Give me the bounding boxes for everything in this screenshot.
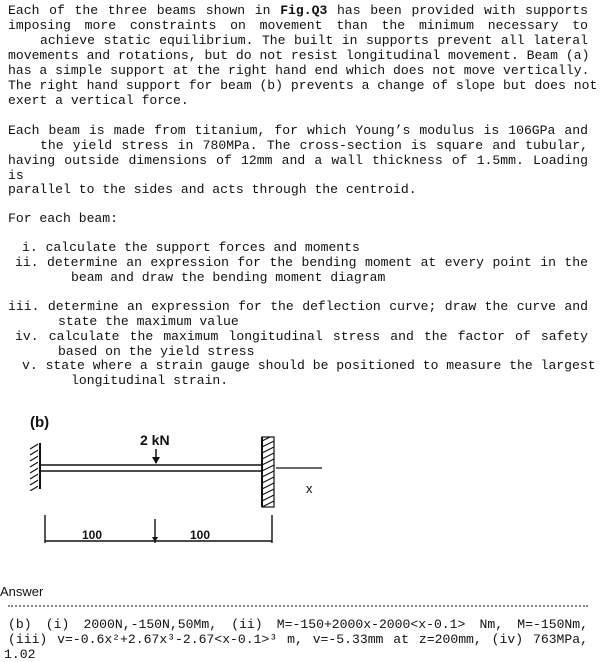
- dimension-right: 100: [190, 528, 211, 542]
- cropped-answer-line: [8, 604, 588, 608]
- material-line-3: having outside dimensions of 12mm and a wall thickness of 1.5mm. Loading: [8, 153, 588, 168]
- answer-line-1: (b) (i) 2000N,-150N,50Mm, (ii) M=-150+2000x-2000<x-0.1> Nm, M=-150Nm,: [8, 617, 588, 632]
- material-line-4: is: [8, 168, 24, 183]
- intro-line-1: Each of the three beams shown in Fig.Q3 has been provided with supports: [8, 3, 588, 18]
- intro-line-2: imposing more constraints on movement than the minimum necessary to: [8, 18, 588, 33]
- figure-reference: Fig.Q3: [280, 3, 328, 18]
- task-iv-line-1: iv. calculate the maximum longitudinal stress and the factor of safety: [15, 329, 588, 344]
- material-line-1: Each beam is made from titanium, for which Young’s modulus is 106GPa and: [8, 123, 588, 138]
- task-iii-line-2: state the maximum value: [58, 314, 239, 329]
- x-axis-label: x: [306, 481, 313, 496]
- task-iv-line-2: based on the yield stress: [58, 344, 255, 359]
- task-i: i. calculate the support forces and moments: [22, 240, 360, 255]
- intro-line-5: has a simple support at the right hand end which does not move vertically.: [8, 63, 590, 78]
- dimension-line: [45, 515, 272, 543]
- point-load-arrow: [152, 449, 160, 464]
- material-line-5: parallel to the sides and acts through the centroid.: [8, 182, 417, 197]
- beam-diagram: [0, 405, 360, 565]
- task-ii-line-2: beam and draw the bending moment diagram: [71, 270, 386, 285]
- load-label: 2 kN: [140, 432, 170, 448]
- dimension-left: 100: [82, 528, 103, 542]
- intro-line-7: exert a vertical force.: [8, 93, 189, 108]
- intro-line-4: movements and rotations, but do not resist longitudinal movement. Beam (a): [8, 48, 590, 63]
- intro-line-3: achieve static equilibrium. The built in supports prevent all lateral: [40, 33, 588, 48]
- task-ii-line-1: ii. determine an expression for the bending moment at every point in the: [15, 255, 588, 270]
- task-v-line-2: longitudinal strain.: [71, 373, 229, 388]
- for-each-heading: For each beam:: [8, 211, 119, 226]
- beam: [40, 465, 266, 471]
- intro-line-6: The right hand support for beam (b) prevents a change of slope but does not: [8, 78, 598, 93]
- task-iii-line-1: iii. determine an expression for the deflection curve; draw the curve and: [8, 299, 588, 314]
- material-line-2: the yield stress in 780MPa. The cross-section is square and tubular,: [40, 138, 588, 153]
- task-v-line-1: v. state where a strain gauge should be positioned to measure the largest: [22, 358, 596, 373]
- answer-heading: Answer: [0, 584, 44, 599]
- right-guided-support: [262, 435, 274, 507]
- answer-line-3: 1.02: [4, 647, 36, 662]
- diagram-label: (b): [30, 414, 50, 431]
- answer-line-2: (iii) v=-0.6x²+2.67x³-2.67<x-0.1>³ m, v=-5.33mm at z=200mm, (iv) 763MPa,: [8, 632, 588, 647]
- left-fixed-support: [30, 443, 40, 491]
